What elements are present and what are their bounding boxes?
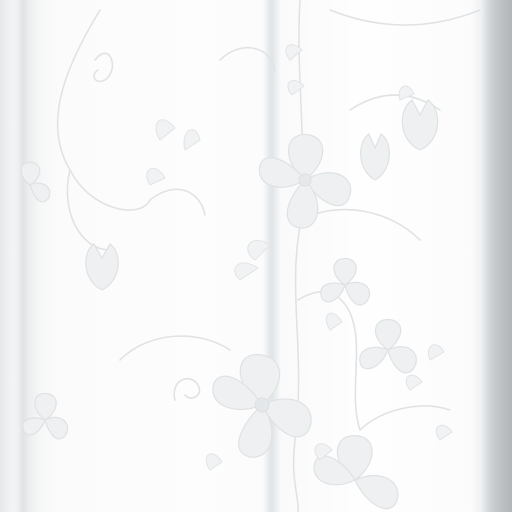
- leaf: [436, 425, 452, 440]
- flower-small: [23, 393, 68, 438]
- flower-tulip: [86, 244, 118, 290]
- leaf: [235, 263, 258, 280]
- vine: [150, 189, 205, 215]
- vine: [58, 10, 150, 210]
- flower-tulip: [361, 134, 390, 180]
- leaf: [428, 345, 444, 360]
- flower-small: [321, 258, 370, 305]
- vine: [174, 379, 199, 400]
- leaf: [147, 168, 165, 185]
- stem: [360, 406, 450, 430]
- vine: [94, 53, 112, 81]
- flower-tulip: [402, 100, 437, 150]
- leaf: [406, 375, 422, 390]
- leaf: [206, 454, 222, 470]
- flower-small: [360, 319, 416, 372]
- flower-large: [213, 355, 311, 458]
- leaf: [156, 120, 175, 140]
- leaf: [184, 130, 200, 150]
- flower-small: [21, 162, 49, 202]
- vine: [120, 336, 230, 360]
- leaf: [288, 81, 304, 95]
- vine: [67, 170, 110, 250]
- leaf: [248, 240, 270, 260]
- stem: [300, 210, 420, 240]
- vine: [330, 10, 480, 25]
- flower-large: [259, 134, 350, 228]
- leaf: [326, 313, 342, 330]
- vine: [220, 48, 275, 70]
